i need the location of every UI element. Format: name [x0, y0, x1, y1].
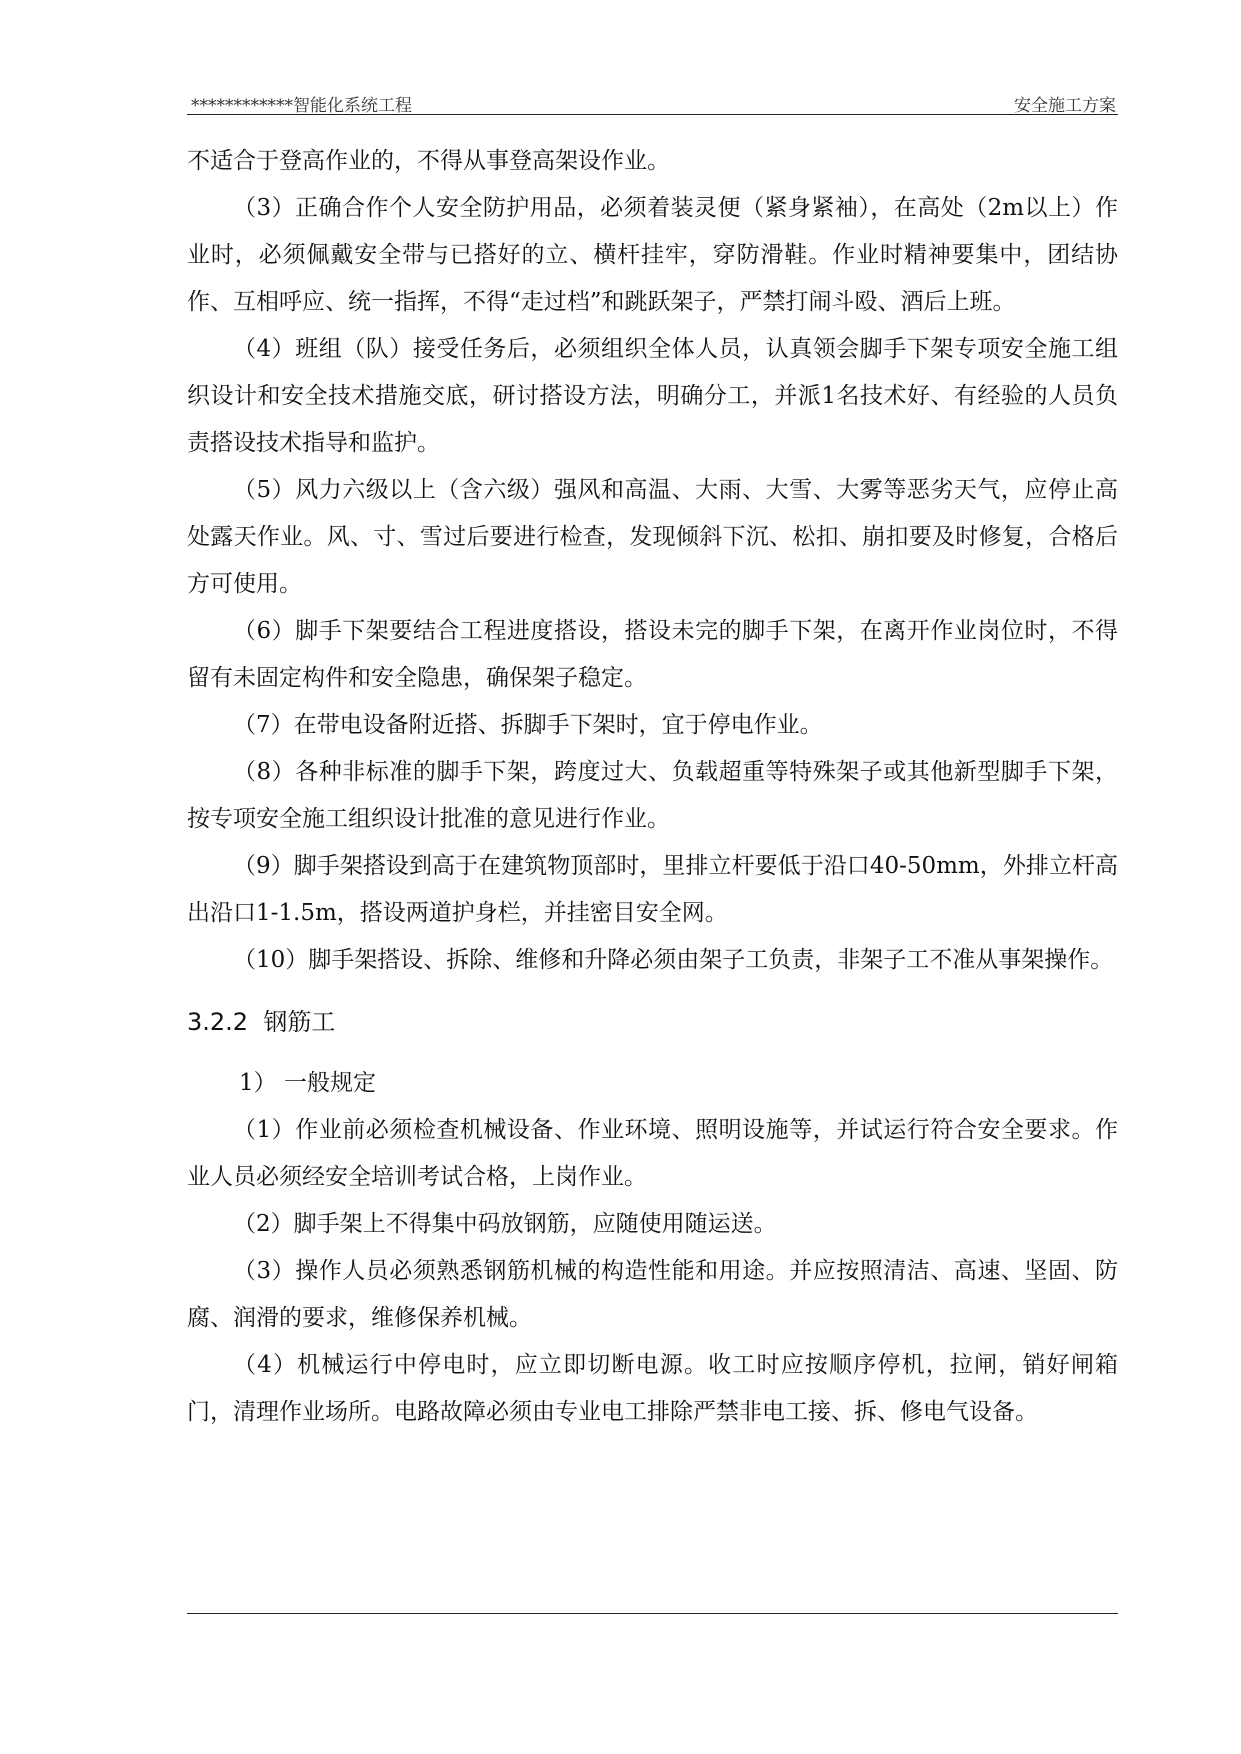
paragraph-item-6: （6）脚手下架要结合工程进度搭设，搭设未完的脚手下架，在离开作业岗位时，不得留有未固定构件和安全隐患，确保架子稳定。: [187, 618, 1118, 691]
paragraph-item-9: （9）脚手架搭设到高于在建筑物顶部时，里排立杆要低于沿口40-50mm，外排立杆高出沿口1-1.5m，搭设两道护身栏，并挂密目安全网。: [187, 853, 1118, 926]
paragraph-item-8: （8）各种非标准的脚手下架，跨度过大、负载超重等特殊架子或其他新型脚手下架，按专项安全施工组织设计批准的意见进行作业。: [187, 759, 1118, 832]
page-header: [187, 88, 1118, 115]
paragraph-item-5: （5）风力六级以上（含六级）强风和高温、大雨、大雪、大雾等恶劣天气，应停止高处露天作业。风、寸、雪过后要进行检查，发现倾斜下沉、松扣、崩扣要及时修复，合格后方可使用。: [187, 477, 1118, 597]
paragraph-continuation: 不适合于登高作业的，不得从事登高架设作业。: [187, 148, 670, 174]
document-body: [187, 138, 1118, 1436]
paragraph-item-4: （4）班组（队）接受任务后，必须组织全体人员，认真领会脚手下架专项安全施工组织设计和安全技术措施交底，研讨搭设方法，明确分工，并派1名技术好、有经验的人员负责搭设技术指导和监护。: [187, 336, 1118, 456]
section-heading: [187, 1002, 1118, 1042]
footer-divider: [187, 1613, 1118, 1614]
paragraph-rebar-1: （1）作业前必须检查机械设备、作业环境、照明设施等，并试运行符合安全要求。作业人员必须经安全培训考试合格，上岗作业。: [187, 1117, 1118, 1190]
section-number: 3.2.2: [187, 1008, 249, 1036]
paragraph-rebar-2: （2）脚手架上不得集中码放钢筋，应随使用随运送。: [233, 1211, 777, 1237]
paragraph-rebar-4: （4）机械运行中停电时，应立即切断电源。收工时应按顺序停机，拉闸，销好闸箱门，清理作业场所。电路故障必须由专业电工排除严禁非电工接、拆、修电气设备。: [187, 1352, 1118, 1425]
header-project-name: ************智能化系统工程: [191, 96, 412, 116]
paragraph-item-3: （3）正确合作个人安全防护用品，必须着装灵便（紧身紧袖），在高处（2m以上）作业时，必须佩戴安全带与已搭好的立、横杆挂牢，穿防滑鞋。作业时精神要集中，团结协作、互相呼应、统一指挥，不得“走过档”和跳跃架子，严禁打闹斗殴、酒后上班。: [187, 195, 1118, 315]
paragraph-rebar-3: （3）操作人员必须熟悉钢筋机械的构造性能和用途。并应按照清洁、高速、坚固、防腐、润滑的要求，维修保养机械。: [187, 1258, 1118, 1331]
paragraph-item-10: （10）脚手架搭设、拆除、维修和升降必须由架子工负责，非架子工不准从事架操作。: [233, 947, 1114, 973]
header-document-title: 安全施工方案: [1014, 96, 1116, 116]
paragraph-item-7: （7）在带电设备附近搭、拆脚手下架时，宜于停电作业。: [233, 712, 823, 738]
subsection-heading: 1） 一般规定: [239, 1070, 376, 1096]
section-title: 钢筋工: [263, 1008, 336, 1036]
